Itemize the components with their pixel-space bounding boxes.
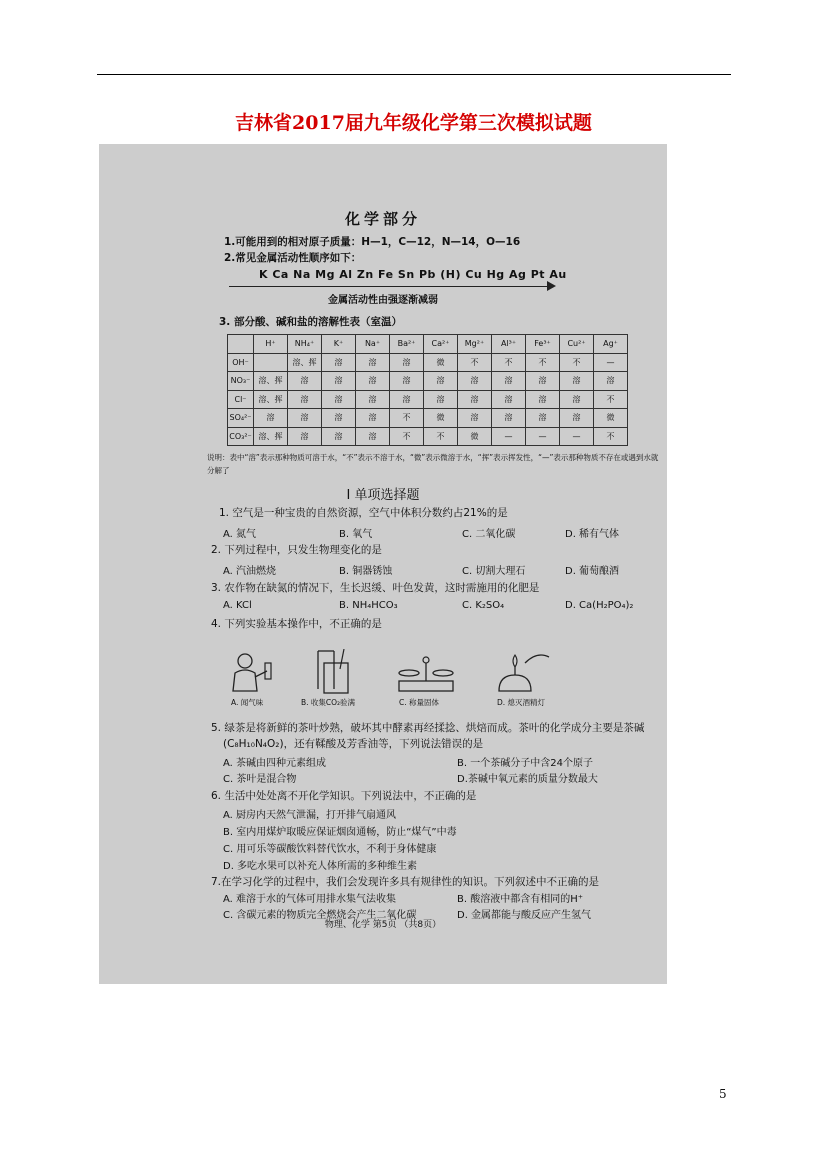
section-heading: 化学部分 xyxy=(344,210,421,228)
activity-arrow xyxy=(229,286,551,287)
q4-figure-a-label: A. 闻气味 xyxy=(231,698,264,707)
q6-option-d: D. 多吃水果可以补充人体所需的多种维生素 xyxy=(223,861,418,872)
q2-option-b: B. 铜器锈蚀 xyxy=(339,566,393,577)
table-row-header: SO₄²⁻ xyxy=(228,409,254,428)
q5-option-b: B. 一个茶碱分子中含24个原子 xyxy=(457,758,593,769)
table-cell: 溶 xyxy=(560,372,594,391)
table-header-cell xyxy=(228,335,254,354)
question-6: 6. 生活中处处离不开化学知识。下列说法中，不正确的是 xyxy=(211,790,477,802)
q6-option-c: C. 用可乐等碳酸饮料替代饮水，不利于身体健康 xyxy=(223,844,437,855)
table-cell: 溶 xyxy=(356,427,390,446)
q1-option-b: B. 氧气 xyxy=(339,529,373,540)
table-cell: 溶 xyxy=(492,409,526,428)
table-cell: 溶 xyxy=(560,390,594,409)
table-cell: 溶 xyxy=(322,353,356,372)
table-header-cell: Fe³⁺ xyxy=(526,335,560,354)
info-line-2: 2.常见金属活动性顺序如下： xyxy=(224,252,362,264)
q4-figure-d-label: D. 熄灭酒精灯 xyxy=(497,698,546,707)
table-cell: 不 xyxy=(594,390,628,409)
table-cell: — xyxy=(526,427,560,446)
table-header-cell: Cu²⁺ xyxy=(560,335,594,354)
q3-option-b: B. NH₄HCO₃ xyxy=(339,600,398,611)
table-note: 说明：表中“溶”表示那种物质可溶于水，“不”表示不溶于水，“微”表示微溶于水，“挥”表示挥发性，“—”表示那种物质不存在或遇到水就分解了 xyxy=(207,453,659,475)
solubility-table xyxy=(227,334,628,446)
table-row xyxy=(228,372,628,391)
table-header-cell: Na⁺ xyxy=(356,335,390,354)
table-cell: 溶 xyxy=(356,390,390,409)
table-row-header: CO₃²⁻ xyxy=(228,427,254,446)
table-cell: 不 xyxy=(492,353,526,372)
table-cell: 溶 xyxy=(288,427,322,446)
table-row xyxy=(228,390,628,409)
table-cell: 溶 xyxy=(288,372,322,391)
scan-footer: 物理、化学 第5页 （共8页） xyxy=(324,920,442,930)
table-cell: 微 xyxy=(594,409,628,428)
section-title: Ⅰ 单项选择题 xyxy=(346,488,420,503)
table-cell: 溶 xyxy=(356,353,390,372)
table-cell: 溶 xyxy=(390,390,424,409)
table-row xyxy=(228,427,628,446)
table-cell: 微 xyxy=(424,409,458,428)
question-5-line-1: 5. 绿茶是将新鲜的茶叶炒熟，破坏其中酵素再经揉捻、烘焙而成。茶叶的化学成分主要是茶碱 xyxy=(211,722,645,734)
table-header-cell: Ag⁺ xyxy=(594,335,628,354)
table-cell: 溶、挥 xyxy=(254,372,288,391)
q4-figure-c-label: C. 称量固体 xyxy=(399,698,440,707)
header-rule xyxy=(97,74,731,75)
table-header-cell: Ba²⁺ xyxy=(390,335,424,354)
q5-option-a: A. 茶碱由四种元素组成 xyxy=(223,758,327,769)
table-cell: 溶 xyxy=(424,372,458,391)
q1-option-d: D. 稀有气体 xyxy=(565,529,620,540)
table-cell: — xyxy=(560,427,594,446)
q1-option-c: C. 二氧化碳 xyxy=(462,529,516,540)
table-row xyxy=(228,353,628,372)
table-cell: 微 xyxy=(458,427,492,446)
table-header-cell: Mg²⁺ xyxy=(458,335,492,354)
question-3: 3. 农作物在缺氮的情况下，生长迟缓、叶色发黄，这时需施用的化肥是 xyxy=(211,582,540,594)
table-cell: 溶 xyxy=(254,409,288,428)
table-cell: 溶 xyxy=(356,409,390,428)
table-header-cell: H⁺ xyxy=(254,335,288,354)
table-cell: 溶 xyxy=(594,372,628,391)
q6-option-a: A. 厨房内天然气泄漏，打开排气扇通风 xyxy=(223,810,397,821)
table-cell: 溶 xyxy=(288,390,322,409)
table-row xyxy=(228,409,628,428)
q1-option-a: A. 氮气 xyxy=(223,529,257,540)
table-header-row xyxy=(228,335,628,354)
table-cell: 溶 xyxy=(322,390,356,409)
metal-activity-series: K Ca Na Mg Al Zn Fe Sn Pb (H) Cu Hg Ag Pt Au xyxy=(259,268,567,281)
info-line-1: 1.可能用到的相对原子质量：H—1，C—12，N—14，O—16 xyxy=(224,236,521,248)
table-cell: 溶 xyxy=(526,372,560,391)
q2-option-d: D. 葡萄酿酒 xyxy=(565,566,620,577)
table-cell: 溶 xyxy=(322,409,356,428)
table-cell: 微 xyxy=(424,353,458,372)
q3-option-d: D. Ca(H₂PO₄)₂ xyxy=(565,600,634,611)
table-cell: 溶 xyxy=(492,372,526,391)
q4-figure-b-label: B. 收集CO₂验满 xyxy=(301,698,356,707)
table-cell: 溶 xyxy=(526,390,560,409)
table-cell: 溶、挥 xyxy=(288,353,322,372)
table-cell: 溶 xyxy=(526,409,560,428)
table-cell: 不 xyxy=(560,353,594,372)
table-cell: 溶 xyxy=(458,409,492,428)
activity-arrow-head xyxy=(547,281,556,291)
table-cell: 溶 xyxy=(492,390,526,409)
question-2: 2. 下列过程中，只发生物理变化的是 xyxy=(211,544,382,556)
q7-option-b: B. 酸溶液中都含有相同的H⁺ xyxy=(457,894,584,905)
q7-option-d: D. 金属都能与酸反应产生氢气 xyxy=(457,910,592,921)
table-row-header: NO₃⁻ xyxy=(228,372,254,391)
smelling-figure-icon xyxy=(221,649,291,694)
q5-option-c: C. 茶叶是混合物 xyxy=(223,774,297,785)
table-header-cell: Al³⁺ xyxy=(492,335,526,354)
page-number: 5 xyxy=(719,1087,727,1101)
q5-option-d: D.茶碱中氧元素的质量分数最大 xyxy=(457,774,598,785)
table-cell: 溶 xyxy=(424,390,458,409)
question-7: 7.在学习化学的过程中，我们会发现许多具有规律性的知识。下列叙述中不正确的是 xyxy=(211,876,600,888)
gas-jar-figure-icon xyxy=(304,649,374,694)
table-cell: 溶 xyxy=(458,372,492,391)
table-cell: 不 xyxy=(390,427,424,446)
table-cell: 不 xyxy=(424,427,458,446)
info-line-3: 3. 部分酸、碱和盐的溶解性表（室温） xyxy=(219,316,402,328)
q2-option-c: C. 切割大理石 xyxy=(462,566,526,577)
table-header-cell: NH₄⁺ xyxy=(288,335,322,354)
table-cell: — xyxy=(594,353,628,372)
balance-figure-icon xyxy=(391,649,461,694)
q3-option-c: C. K₂SO₄ xyxy=(462,600,505,611)
table-cell: 不 xyxy=(390,409,424,428)
q7-option-a: A. 难溶于水的气体可用排水集气法收集 xyxy=(223,894,397,905)
table-header-cell: Ca²⁺ xyxy=(424,335,458,354)
table-cell: 溶 xyxy=(390,353,424,372)
table-cell: 溶 xyxy=(356,372,390,391)
table-cell: 溶 xyxy=(390,372,424,391)
table-cell: 溶 xyxy=(322,372,356,391)
table-cell: 不 xyxy=(458,353,492,372)
q2-option-a: A. 汽油燃烧 xyxy=(223,566,277,577)
table-cell: 不 xyxy=(526,353,560,372)
question-5-line-2: (C₈H₁₀N₄O₂)，还有鞣酸及芳香油等，下列说法错误的是 xyxy=(223,738,484,750)
q3-option-a: A. KCl xyxy=(223,600,252,611)
table-cell: 溶 xyxy=(560,409,594,428)
table-cell: — xyxy=(492,427,526,446)
table-cell: 溶 xyxy=(322,427,356,446)
q7-option-c: C. 含碳元素的物质完全燃烧会产生二氧化碳 xyxy=(223,910,417,921)
table-row-header: OH⁻ xyxy=(228,353,254,372)
q6-option-b: B. 室内用煤炉取暖应保证烟囱通畅，防止“煤气”中毒 xyxy=(223,827,457,838)
document-title: 吉林省2017届九年级化学第三次模拟试题 xyxy=(235,112,592,134)
scanned-exam-page xyxy=(99,144,667,984)
table-cell: 溶、挥 xyxy=(254,390,288,409)
table-row-header: Cl⁻ xyxy=(228,390,254,409)
table-cell: 不 xyxy=(594,427,628,446)
activity-caption: 金属活动性由强逐渐减弱 xyxy=(328,295,438,306)
question-1: 1. 空气是一种宝贵的自然资源，空气中体积分数约占21%的是 xyxy=(219,507,508,519)
alcohol-lamp-figure-icon xyxy=(489,649,559,694)
table-cell: 溶 xyxy=(458,390,492,409)
question-4: 4. 下列实验基本操作中，不正确的是 xyxy=(211,618,382,630)
table-cell: 溶、挥 xyxy=(254,427,288,446)
table-cell: 溶 xyxy=(288,409,322,428)
table-header-cell: K⁺ xyxy=(322,335,356,354)
table-cell xyxy=(254,353,288,372)
